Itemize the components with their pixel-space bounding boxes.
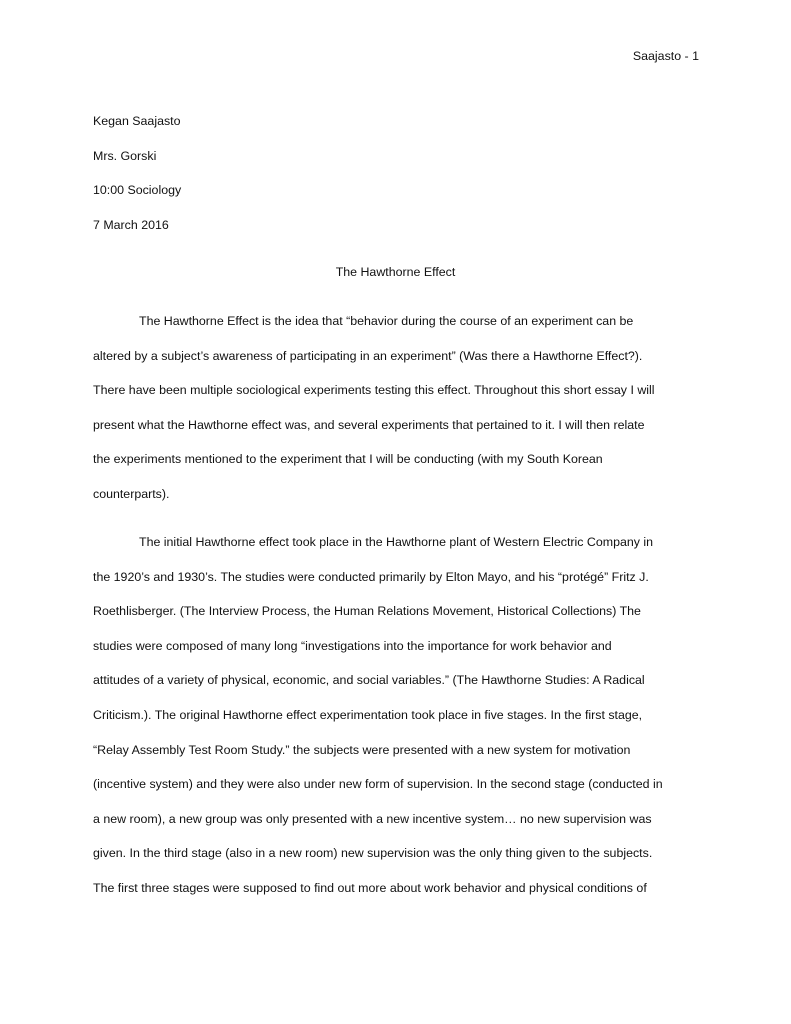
paragraph-line: “Relay Assembly Test Room Study.” the subjects were presented with a new system for motivation xyxy=(93,742,631,757)
paragraph-line: present what the Hawthorne effect was, and several experiments that pertained to it. I will then relate xyxy=(93,417,645,432)
paragraph-line: The first three stages were supposed to find out more about work behavior and physical conditions of xyxy=(93,880,647,895)
paragraph-line: altered by a subject’s awareness of participating in an experiment” (Was there a Hawthorne Effect?). xyxy=(93,348,643,363)
paragraph-line: Roethlisberger. (The Interview Process, the Human Relations Movement, Historical Collections) The xyxy=(93,604,641,619)
instructor-name: Mrs. Gorski xyxy=(93,148,157,163)
paragraph-line: given. In the third stage (also in a new room) new supervision was the only thing given to the subjects. xyxy=(93,846,653,861)
paragraph-line: the 1920’s and 1930’s. The studies were conducted primarily by Elton Mayo, and his “protégé” Fritz J. xyxy=(93,569,649,584)
paragraph-line: The Hawthorne Effect is the idea that “behavior during the course of an experiment can be xyxy=(139,314,634,328)
paragraph-line: The initial Hawthorne effect took place in the Hawthorne plant of Western Electric Company in xyxy=(139,535,654,549)
paragraph-line: studies were composed of many long “investigations into the importance for work behavior and xyxy=(93,638,612,653)
paragraph-2 xyxy=(93,534,699,915)
essay-title: The Hawthorne Effect xyxy=(335,265,456,279)
paragraph-line: the experiments mentioned to the experiment that I will be conducting (with my South Korean xyxy=(93,452,603,467)
paragraph-line: counterparts). xyxy=(93,486,170,501)
paragraph-line: There have been multiple sociological experiments testing this effect. Throughout this short essay I will xyxy=(93,383,655,398)
running-header: Saajasto - 1 xyxy=(632,49,699,63)
paragraph-line: a new room), a new group was only presented with a new incentive system… no new supervision was xyxy=(93,811,652,826)
paragraph-1 xyxy=(93,313,699,521)
paragraph-line: Criticism.). The original Hawthorne effect experimentation took place in five stages. In the first stage, xyxy=(93,707,643,722)
mla-heading xyxy=(93,113,703,251)
essay-date: 7 March 2016 xyxy=(93,217,169,232)
paragraph-line: attitudes of a variety of physical, economic, and social variables.” (The Hawthorne Studies: A Radical xyxy=(93,673,645,688)
course-name: 10:00 Sociology xyxy=(93,183,182,197)
author-name: Kegan Saajasto xyxy=(93,114,181,128)
paragraph-line: (incentive system) and they were also under new form of supervision. In the second stage (conducted in xyxy=(93,777,663,792)
